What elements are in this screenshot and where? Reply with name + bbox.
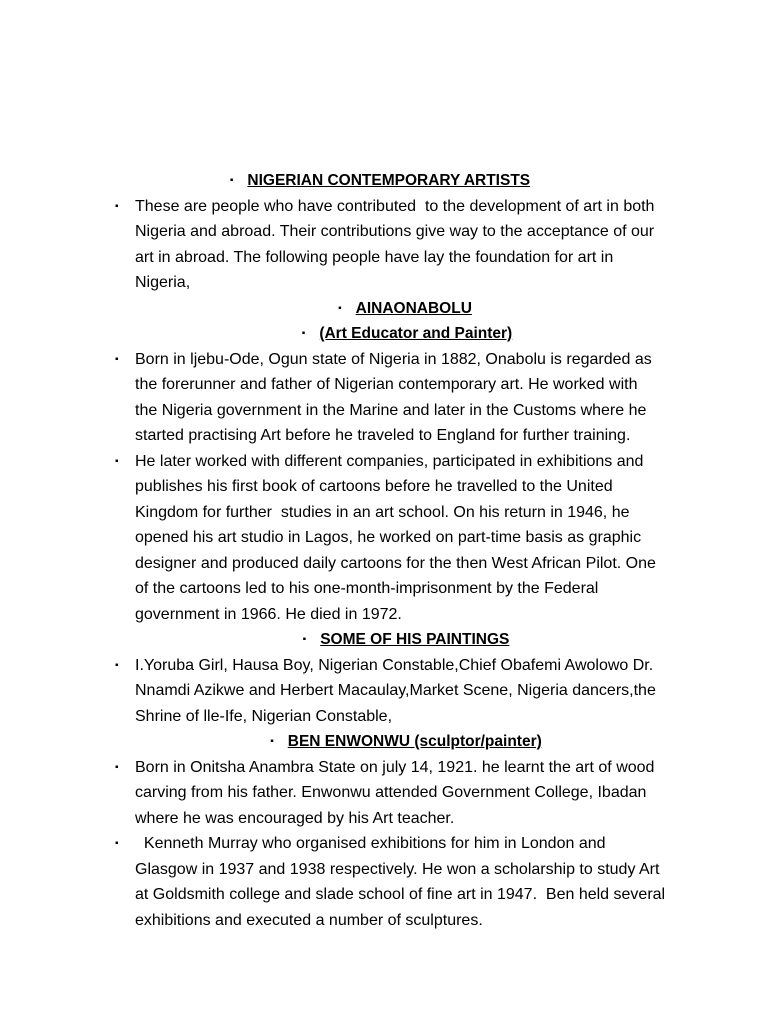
bullet-icon: ▪	[115, 200, 119, 212]
line-text: at Goldsmith college and slade school of fine art in 1947. Ben held several	[135, 886, 666, 903]
line-text: These are people who have contributed to the development of art in both	[135, 197, 655, 215]
line-text: opened his art studio in Lagos, he worked on part-time basis as graphic	[135, 529, 642, 546]
text-line	[0, 474, 768, 500]
text-line	[0, 780, 768, 806]
text-line	[0, 245, 768, 271]
text-line	[0, 398, 768, 424]
bullet-icon: ▪	[115, 659, 119, 671]
text-line	[0, 270, 768, 296]
line-text: started practising Art before he traveled to England for further training.	[135, 427, 631, 444]
bullet-icon: ▪	[302, 634, 307, 645]
line-text: the Nigeria government in the Marine and later in the Customs where he	[135, 401, 647, 419]
line-text: publishes his first book of cartoons before he travelled to the United	[135, 478, 613, 495]
heading-text: SOME OF HIS PAINTINGS	[320, 631, 510, 648]
line-text: designer and produced daily cartoons for the then West African Pilot. One	[135, 554, 656, 572]
line-text: Nnamdi Azikwe and Herbert Macaulay,Market Scene, Nigeria dancers,the	[135, 682, 656, 699]
text-line	[0, 755, 768, 781]
text-line	[0, 806, 768, 832]
section-heading	[0, 168, 764, 194]
line-text: Glasgow in 1937 and 1938 respectively. He won a scholarship to study Art	[135, 860, 660, 878]
line-text: He later worked with different companies, participated in exhibitions and	[135, 452, 644, 470]
text-line	[0, 678, 768, 704]
bullet-icon: ▪	[115, 761, 119, 773]
bullet-icon: ▪	[301, 328, 306, 339]
text-line	[0, 653, 768, 679]
bullet-icon: ▪	[338, 302, 342, 314]
line-text: Born in Onitsha Anambra State on july 14, 1921. he learnt the art of wood	[135, 758, 655, 776]
text-line	[0, 347, 768, 373]
text-line	[0, 525, 768, 551]
line-text: Kingdom for further studies in an art school. On his return in 1946, he	[135, 503, 630, 521]
line-text: carving from his father. Enwonwu attended Government College, Ibadan	[135, 784, 647, 801]
section-heading	[21, 296, 768, 322]
text-line	[0, 882, 768, 908]
text-line	[0, 908, 768, 934]
line-text: of the cartoons led to his one-month-imprisonment by the Federal	[135, 580, 599, 597]
line-text: art in abroad. The following people have lay the foundation for art in	[135, 248, 614, 266]
line-text: Nigeria and abroad. Their contributions give way to the acceptance of our	[135, 223, 655, 240]
text-line	[0, 423, 768, 449]
bullet-icon: ▪	[115, 455, 119, 467]
text-line	[0, 500, 768, 526]
line-text: Kenneth Murray who organised exhibitions for him in London and	[135, 835, 606, 852]
bullet-icon: ▪	[270, 736, 274, 747]
section-heading	[22, 729, 768, 755]
text-line	[0, 194, 768, 220]
bullet-paragraph	[0, 831, 768, 933]
heading-text: NIGERIAN CONTEMPORARY ARTISTS	[247, 172, 531, 189]
heading-text: BEN ENWONWU (sculptor/painter)	[287, 733, 542, 750]
text-line	[0, 219, 768, 245]
line-text: where he was encouraged by his Art teacher.	[135, 809, 455, 827]
line-text: government in 1966. He died in 1972.	[135, 605, 402, 623]
text-line	[0, 602, 768, 628]
bullet-paragraph	[0, 347, 768, 449]
bullet-paragraph	[0, 449, 768, 628]
bullet-icon: ▪	[229, 175, 234, 186]
line-text: the forerunner and father of Nigerian contemporary art. He worked with	[135, 376, 638, 393]
section-heading	[23, 321, 768, 347]
text-line	[0, 831, 768, 857]
text-line	[0, 576, 768, 602]
bullet-paragraph	[0, 653, 768, 730]
bullet-icon: ▪	[115, 838, 119, 849]
document-body	[0, 168, 768, 933]
line-text: Shrine of lle-Ife, Nigerian Constable,	[135, 707, 393, 725]
text-line	[0, 857, 768, 883]
line-text: exhibitions and executed a number of sculptures.	[135, 911, 483, 929]
heading-text: AINAONABOLU	[355, 299, 472, 317]
text-line	[0, 449, 768, 475]
section-heading	[22, 627, 768, 653]
line-text: I.Yoruba Girl, Hausa Boy, Nigerian Constable,Chief Obafemi Awolowo Dr.	[135, 656, 654, 674]
text-line	[0, 372, 768, 398]
bullet-paragraph	[0, 755, 768, 832]
text-line	[0, 551, 768, 577]
line-text: Born in ljebu-Ode, Ogun state of Nigeria in 1882, Onabolu is regarded as	[135, 350, 652, 368]
line-text: Nigeria,	[135, 274, 191, 291]
bullet-paragraph	[0, 194, 768, 296]
text-line	[0, 704, 768, 730]
bullet-icon: ▪	[115, 353, 119, 365]
heading-text: (Art Educator and Painter)	[319, 325, 513, 342]
